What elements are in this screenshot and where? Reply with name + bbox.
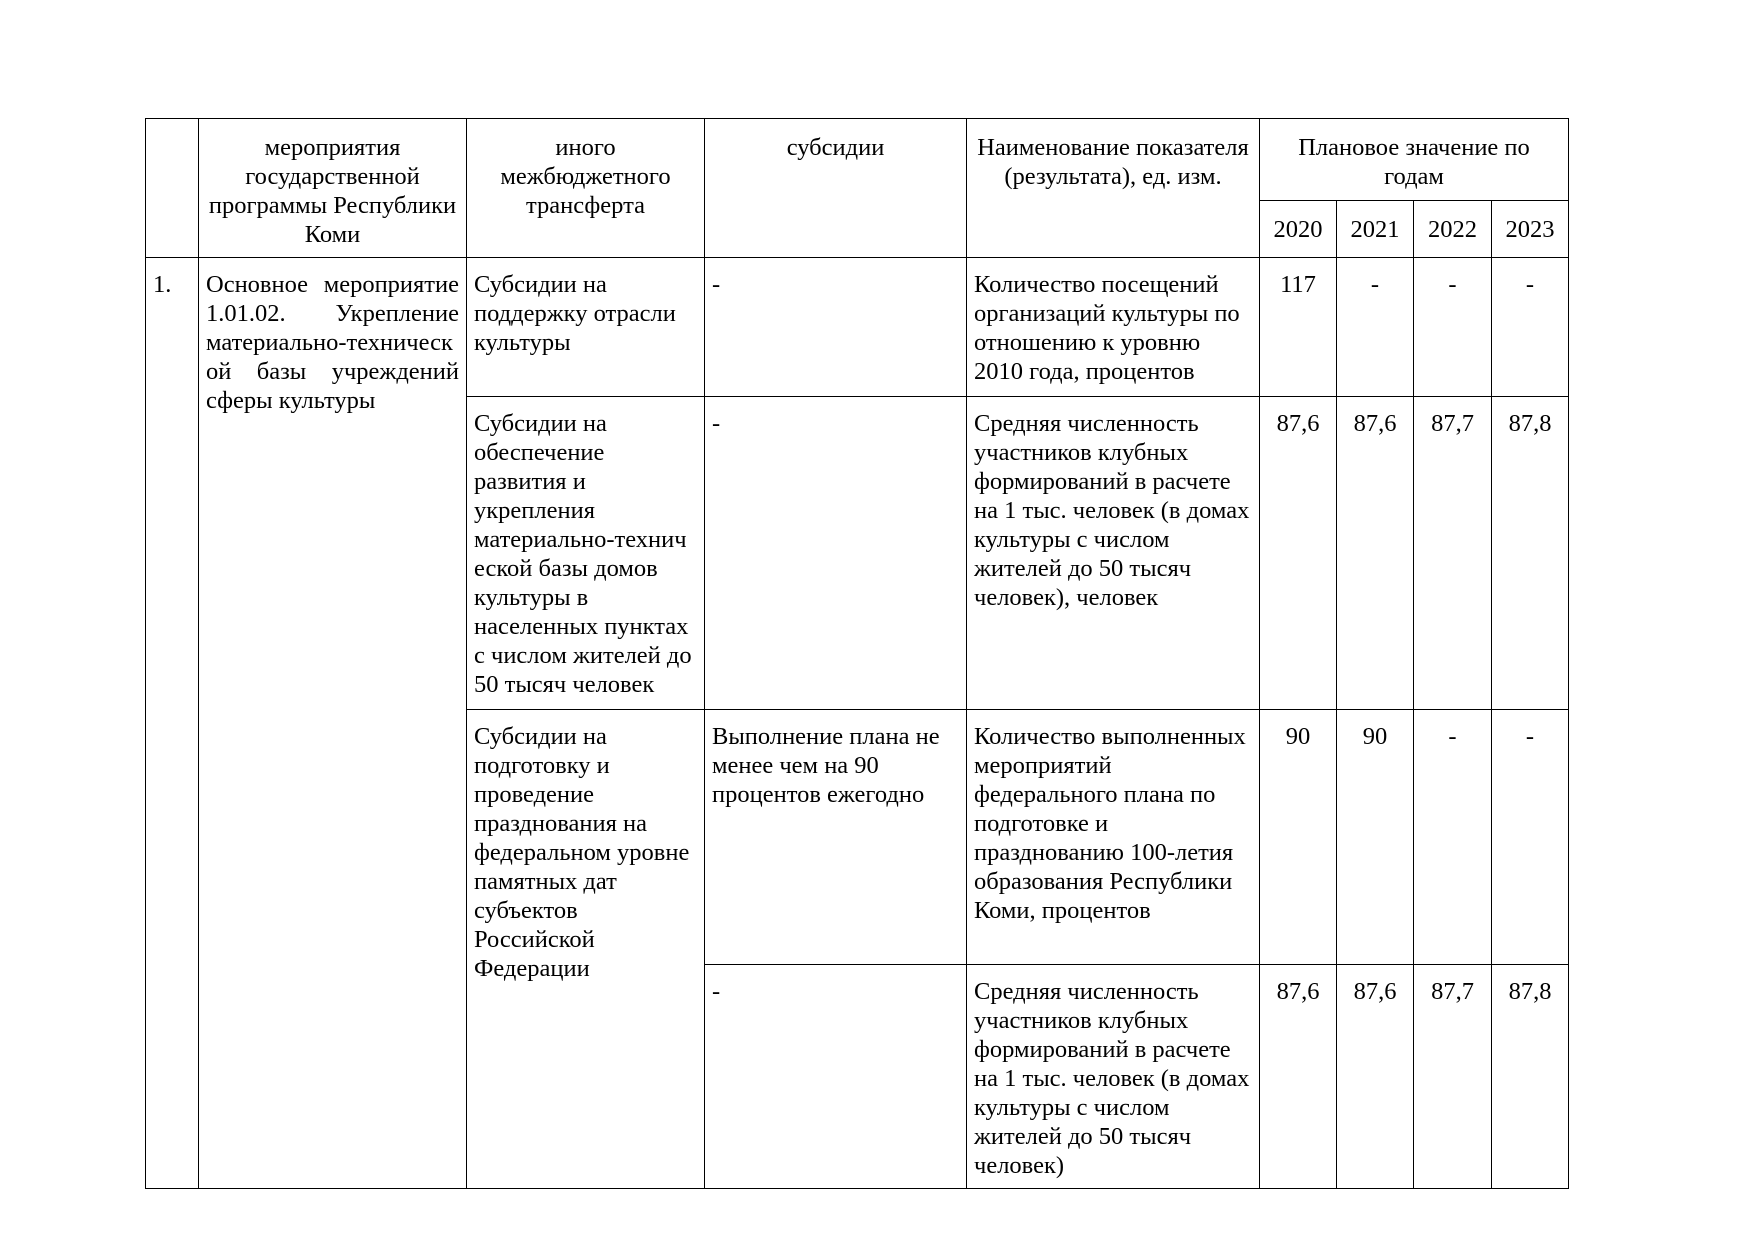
indicator-table [145, 118, 1569, 1189]
indicator-cell: Средняя численность участников клубных формирований в расчете на 1 тыс. человек (в домах культуры с числом жителей до 50 тысяч человек) [967, 965, 1260, 1189]
transfer-name-cell: Субсидии на подготовку и проведение празднования на федеральном уровне памятных дат субъектов Российской Федерации [467, 710, 705, 1189]
value-2022-cell: - [1414, 258, 1492, 397]
value-2022-cell: 87,7 [1414, 965, 1492, 1189]
year-2021-cell: 2021 [1337, 201, 1414, 258]
year-2020-cell: 2020 [1260, 201, 1337, 258]
value-2021-cell: 90 [1337, 710, 1414, 965]
header-transfer-cell: иного межбюджетного трансферта [467, 119, 705, 258]
header-indicator-cell: Наименование показателя (результата), ед. изм. [967, 119, 1260, 258]
value-2020-cell: 90 [1260, 710, 1337, 965]
value-2020-cell: 87,6 [1260, 397, 1337, 710]
subsidy-cell: Выполнение плана не менее чем на 90 процентов ежегодно [705, 710, 967, 965]
row-num-cell: 1. [146, 258, 199, 1189]
value-2020-cell: 87,6 [1260, 965, 1337, 1189]
indicator-cell: Средняя численность участников клубных формирований в расчете на 1 тыс. человек (в домах культуры с числом жителей до 50 тысяч человек), человек [967, 397, 1260, 710]
value-2023-cell: - [1492, 710, 1569, 965]
value-2021-cell: 87,6 [1337, 397, 1414, 710]
value-2022-cell: - [1414, 710, 1492, 965]
value-2021-cell: 87,6 [1337, 965, 1414, 1189]
indicator-cell: Количество посещений организаций культуры по отношению к уровню 2010 года, процентов [967, 258, 1260, 397]
header-subsidy-cell: субсидии [705, 119, 967, 258]
value-2023-cell: 87,8 [1492, 397, 1569, 710]
value-2020-cell: 117 [1260, 258, 1337, 397]
subsidy-cell: - [705, 258, 967, 397]
transfer-name-cell: Субсидии на поддержку отрасли культуры [467, 258, 705, 397]
indicator-cell: Количество выполненных мероприятий федерального плана по подготовке и празднованию 100-летия образования Республики Коми, процентов [967, 710, 1260, 965]
header-row [146, 119, 1569, 201]
year-2022-cell: 2022 [1414, 201, 1492, 258]
value-2022-cell: 87,7 [1414, 397, 1492, 710]
value-2023-cell: - [1492, 258, 1569, 397]
header-num-cell [146, 119, 199, 258]
row-event-cell: Основное мероприятие 1.01.02. Укрепление материально-техническ ой базы учреждений сферы культуры [199, 258, 467, 1189]
subsidy-cell: - [705, 397, 967, 710]
subsidy-cell: - [705, 965, 967, 1189]
header-plan-cell: Плановое значение по годам [1260, 119, 1569, 201]
header-event-cell: мероприятия государственной программы Республики Коми [199, 119, 467, 258]
value-2021-cell: - [1337, 258, 1414, 397]
table-row [146, 258, 1569, 397]
transfer-name-cell: Субсидии на обеспечение развития и укрепления материально-технич еской базы домов культуры в населенных пунктах с числом жителей до 50 тысяч человек [467, 397, 705, 710]
year-2023-cell: 2023 [1492, 201, 1569, 258]
value-2023-cell: 87,8 [1492, 965, 1569, 1189]
